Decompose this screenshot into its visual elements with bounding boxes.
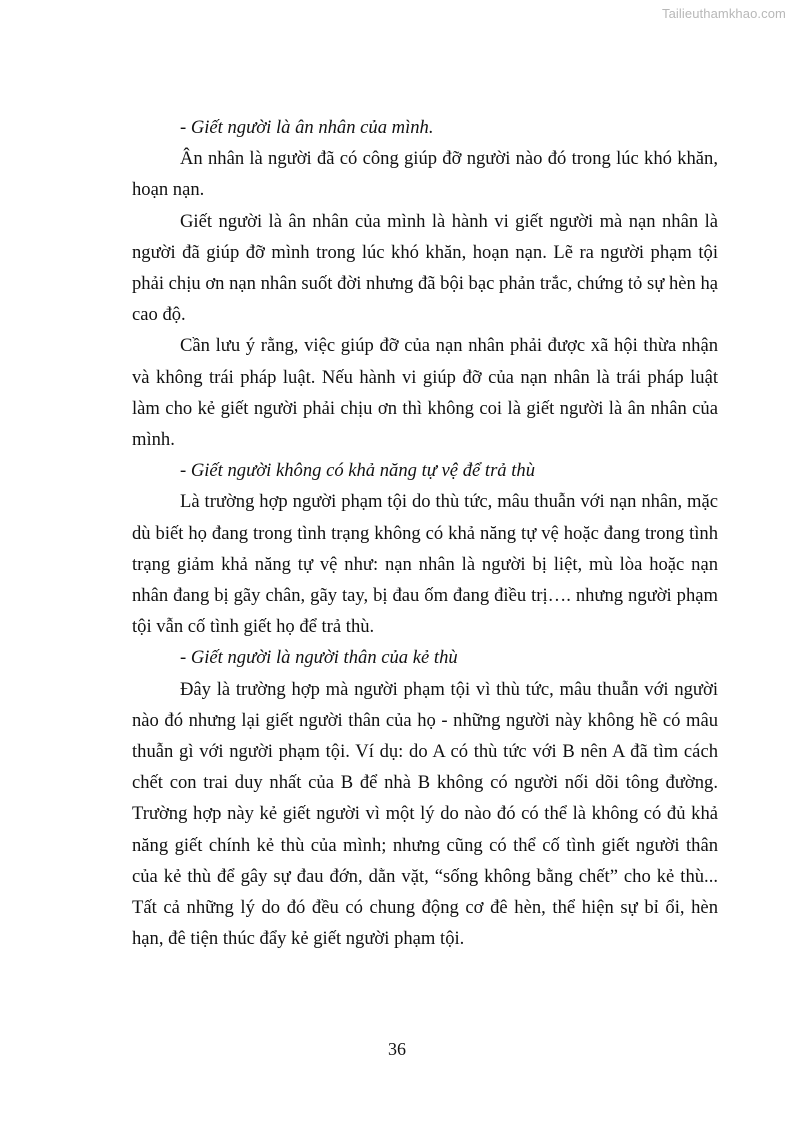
section-heading-defenseless: - Giết người không có khả năng tự vệ để trả thù [180, 460, 536, 482]
paragraph-benefactor-note: Cần lưu ý rằng, việc giúp đỡ của nạn nhân phải được xã hội thừa nhận và không trái pháp luật. Nếu hành vi giúp đỡ của nạn nhân là trái pháp luật làm cho kẻ giết người phải chịu ơn thì không coi là giết người là ân nhân của mình. [132, 335, 718, 451]
watermark-text: Tailieuthamkhao.com [661, 6, 786, 21]
page-number: 36 [388, 1039, 406, 1059]
paragraph-benefactor-definition: Ân nhân là người đã có công giúp đỡ người nào đó trong lúc khó khăn, hoạn nạn. [132, 148, 718, 201]
paragraph-benefactor-killing: Giết người là ân nhân của mình là hành vi giết người mà nạn nhân là người đã giúp đỡ mình trong lúc khó khăn, hoạn nạn. Lẽ ra người phạm tội phải chịu ơn nạn nhân suốt đời nhưng đã bội bạc phản trắc, chứng tỏ sự hèn hạ cao độ. [132, 210, 718, 326]
section-heading-enemy-relative: - Giết người là người thân của kẻ thù [180, 647, 458, 669]
paragraph-defenseless: Là trường hợp người phạm tội do thù tức, mâu thuẫn với nạn nhân, mặc dù biết họ đang trong tình trạng không có khả năng tự vệ hoặc đang trong tình trạng giảm khả năng tự vệ như: nạn nhân là người bị liệt, mù lòa hoặc nạn nhân đang bị gãy chân, gãy tay, bị đau ốm đang điều trị…. nhưng người phạm tội vẫn cố tình giết họ để trả thù. [132, 491, 718, 638]
paragraph-enemy-relative: Đây là trường hợp mà người phạm tội vì thù tức, mâu thuẫn với người nào đó nhưng lại giết người thân của họ - những người này không hề có mâu thuẫn gì với người phạm tội. Ví dụ: do A có thù tức với B nên A đã tìm cách chết con trai duy nhất của B để nhà B không có người nối dõi tông đường. Trường hợp này kẻ giết người vì một lý do nào đó có thể là không có đủ khả năng giết chính kẻ thù của mình; nhưng cũng có thể cố tình giết người thân của kẻ thù để gây sự đau đớn, dằn vặt, “sống không bằng chết” cho kẻ thù... Tất cả những lý do đó đều có chung động cơ đê hèn, thể hiện sự bỉ ổi, hèn hạn, đê tiện thúc đẩy kẻ giết người phạm tội. [132, 678, 718, 950]
document-body [132, 112, 718, 954]
section-heading-benefactor: - Giết người là ân nhân của mình. [180, 117, 434, 138]
